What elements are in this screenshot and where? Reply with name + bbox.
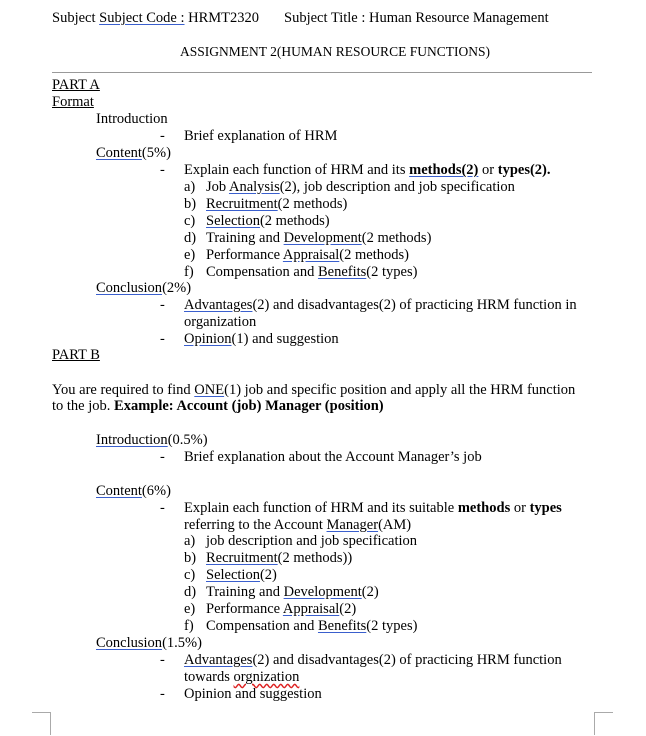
types-text: types(2).: [497, 162, 551, 178]
bullet-dash: -: [160, 297, 165, 313]
text: (2): [361, 584, 379, 600]
term: Selection: [206, 213, 260, 229]
bullet-dash: -: [160, 652, 165, 668]
text: (1) and suggestion: [231, 331, 339, 347]
list-item: [184, 196, 347, 213]
text: (2) and disadvantages(2) of practicing HRM function in: [252, 297, 577, 313]
text: Explain each function of HRM and its: [184, 162, 410, 178]
term: Selection: [206, 567, 260, 583]
content-label: Content: [96, 483, 142, 499]
conclusion-bullet-a-1: [184, 297, 577, 314]
bullet-dash: -: [160, 331, 165, 347]
subject-title-line: [284, 10, 549, 27]
marker: a): [184, 533, 196, 549]
bullet-dash: -: [160, 686, 165, 702]
format-heading: Format: [52, 94, 94, 110]
text: (2): [259, 567, 277, 583]
bullet-dash: -: [160, 162, 165, 178]
part-b-heading: PART B: [52, 347, 100, 363]
marker: b): [184, 550, 197, 566]
list-item: [184, 550, 352, 567]
part-b-para-1: [52, 382, 575, 399]
text: Performance: [206, 601, 283, 617]
text: referring to the Account: [184, 517, 327, 533]
text: Compensation and: [206, 618, 318, 634]
marker: e): [184, 601, 196, 617]
text: to the job.: [52, 398, 115, 414]
conclusion-weight: (2%): [162, 280, 192, 296]
marker: d): [184, 584, 197, 600]
misspelled-word[interactable]: orgnization: [233, 669, 300, 685]
subject-title: Human Resource Management: [369, 10, 549, 26]
text: (2 methods)): [277, 550, 353, 566]
subject-code-line: Subject Subject Code : HRMT2320: [52, 10, 260, 26]
page-corner-mark-left: [32, 712, 51, 735]
divider: [52, 72, 592, 73]
intro-heading-a: Introduction: [96, 111, 168, 127]
page-corner-mark-right: [594, 712, 613, 735]
conclusion-bullet-a-1-cont: organization: [184, 314, 257, 330]
list-item: [184, 567, 277, 584]
methods-text: methods(2): [409, 162, 479, 178]
conclusion-heading-a: [96, 280, 191, 297]
text: (2 methods): [259, 213, 330, 229]
text: (2): [339, 601, 357, 617]
content-label: Content: [96, 145, 142, 161]
text: (2 methods): [339, 247, 409, 263]
marker: a): [184, 179, 196, 195]
intro-bullet-a: Brief explanation of HRM: [184, 128, 338, 144]
marker: e): [184, 247, 196, 263]
list-item: [184, 213, 330, 230]
content-bullet-b: [184, 500, 562, 517]
assignment-title: ASSIGNMENT 2(HUMAN RESOURCE FUNCTIONS): [180, 44, 490, 59]
term: Benefits: [317, 264, 367, 280]
term: Advantages: [184, 652, 253, 668]
list-item: [184, 601, 356, 618]
term: Manager: [326, 517, 379, 533]
conclusion-heading-b: [96, 635, 202, 652]
marker: b): [184, 196, 197, 212]
term: ONE: [194, 382, 225, 398]
text: towards: [184, 669, 234, 685]
methods-text: methods: [457, 500, 511, 516]
term: Benefits: [317, 618, 367, 634]
term: Recruitment: [206, 196, 278, 212]
marker: c): [184, 567, 196, 583]
text: Compensation and: [206, 264, 318, 280]
conclusion-bullet-b-1: [184, 652, 562, 669]
bullet-dash: -: [160, 500, 165, 516]
text: (2 methods): [361, 230, 432, 246]
text: Performance: [206, 247, 283, 263]
term: Appraisal: [282, 247, 340, 263]
part-b-para-2: [52, 398, 384, 415]
intro-heading-b: [96, 432, 208, 449]
text: (AM): [378, 517, 412, 533]
text: (2) and disadvantages(2) of practicing HRM function: [252, 652, 562, 668]
text: (2), job description and job specification: [279, 179, 515, 195]
conclusion-bullet-b-2: Opinion and suggestion: [184, 686, 322, 702]
text: or: [510, 500, 530, 516]
list-item: [184, 230, 431, 247]
conclusion-bullet-b-1-cont: [184, 669, 299, 686]
term: Development: [283, 584, 362, 600]
content-bullet-a: [184, 162, 551, 179]
term: Development: [283, 230, 362, 246]
marker: f): [184, 264, 194, 280]
marker: c): [184, 213, 196, 229]
conclusion-weight: (1.5%): [162, 635, 202, 651]
text: (2 methods): [277, 196, 348, 212]
conclusion-bullet-a-2: [184, 331, 339, 348]
term: Analysis: [228, 179, 280, 195]
marker: f): [184, 618, 194, 634]
bullet-dash: -: [160, 449, 165, 465]
term: Appraisal: [282, 601, 340, 617]
content-weight: (6%): [141, 483, 171, 499]
text: Job: [206, 179, 229, 195]
conclusion-label: Conclusion: [96, 280, 163, 296]
text: (2 types): [366, 264, 418, 280]
content-bullet-b-cont: [184, 517, 411, 534]
list-item: [184, 533, 417, 550]
list-item: [184, 584, 379, 601]
bullet-dash: -: [160, 128, 165, 144]
text: (2 types): [366, 618, 418, 634]
text: job description and job specification: [206, 533, 418, 549]
list-item: [184, 179, 515, 196]
subject-code: HRMT2320: [188, 10, 260, 26]
types-text: types: [529, 500, 562, 516]
intro-bullet-b: Brief explanation about the Account Manager’s job: [184, 449, 482, 465]
text: You are required to find: [52, 382, 195, 398]
text: Training and: [206, 584, 284, 600]
term: Opinion: [184, 331, 232, 347]
term: Recruitment: [206, 550, 278, 566]
term: Advantages: [184, 297, 253, 313]
content-heading-b: [96, 483, 171, 500]
content-weight: (5%): [141, 145, 171, 161]
text: Explain each function of HRM and its suitable: [184, 500, 458, 516]
text: or: [478, 162, 498, 178]
intro-weight: (0.5%): [167, 432, 208, 448]
subject-title-label: Subject Title :: [284, 10, 366, 26]
example-text: Example: Account (job) Manager (position): [114, 398, 384, 414]
subject-code-label: Subject Code :: [99, 10, 185, 26]
marker: d): [184, 230, 197, 246]
content-heading-a: [96, 145, 171, 162]
list-item: [184, 264, 417, 281]
intro-label: Introduction: [96, 432, 168, 448]
list-item: [184, 618, 417, 635]
text: (1) job and specific position and apply all the HRM function: [224, 382, 576, 398]
text: Training and: [206, 230, 284, 246]
conclusion-label: Conclusion: [96, 635, 163, 651]
list-item: [184, 247, 409, 264]
part-a-heading: PART A: [52, 77, 100, 93]
